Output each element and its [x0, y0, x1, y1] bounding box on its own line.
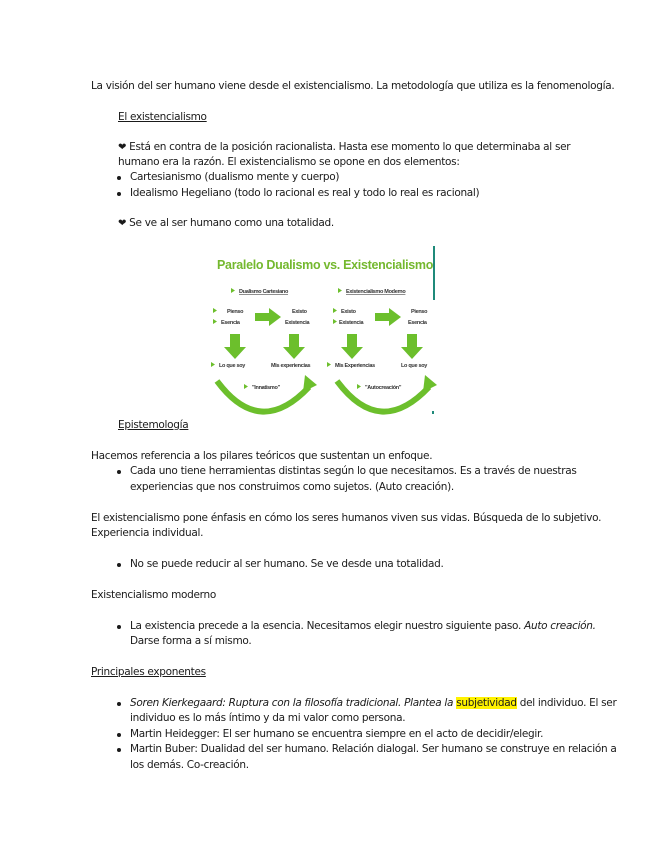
bullet-dot	[117, 625, 121, 629]
heart-totalidad-line: ❤ Se ve al ser humano como una totalidad.	[118, 217, 334, 229]
marker	[211, 362, 215, 367]
marker	[327, 362, 331, 367]
epistemologia-bullet-line-1: Cada uno tiene herramientas distintas según lo que necesitamos. Es a través de nuestras	[130, 465, 577, 477]
heading-epistemologia: Epistemología	[118, 419, 189, 431]
heidegger-line: Martin Heidegger: El ser humano se encuentra siempre en el acto de decidir/elegir.	[130, 728, 544, 740]
label-autocreacion: "Autocreación"	[365, 385, 402, 391]
heading-existencialismo-moderno: Existencialismo moderno	[91, 589, 216, 601]
teal-accent-mark	[432, 411, 434, 414]
header-marker-left	[231, 288, 235, 293]
label-mis-experiencias-right: Mis Experiencias	[335, 363, 375, 369]
epistemologia-bullet-line-2: experiencias que nos construimos como sujetos. (Auto creación).	[130, 481, 454, 493]
heart-icon: ❤	[118, 218, 127, 229]
label-lo-que-soy-left: Lo que soy	[219, 363, 246, 369]
heart-paragraph-line-2: humano era la razón. El existencialismo se opone en dos elementos:	[118, 156, 460, 168]
diagram-header-right: Existencialismo Moderno	[346, 289, 406, 295]
heading-principales-exponentes: Principales exponentes	[91, 666, 206, 678]
moderno-bullet-line-1: La existencia precede a la esencia. Necesitamos elegir nuestro siguiente paso. Auto creación.	[130, 620, 596, 632]
label-existo-left: Existo	[292, 309, 307, 315]
label-innatismo: "Innatismo"	[252, 385, 280, 391]
kierkegaard-line-1: Soren Kierkegaard: Ruptura con la filosofía tradicional. Plantea la subjetividad del individuo. El ser	[130, 697, 617, 709]
totalidad-bullet: No se puede reducir al ser humano. Se ve desde una totalidad.	[130, 558, 444, 570]
kierkegaard-line-2: individuo es lo más íntimo y da mi valor como persona.	[130, 712, 406, 724]
label-esencia-right: Esencia	[408, 320, 427, 326]
label-pienso-left: Pienso	[227, 309, 244, 315]
label-existo-right: Existo	[341, 309, 356, 315]
list-item-cartesianismo: Cartesianismo (dualismo mente y cuerpo)	[130, 171, 340, 183]
buber-line-2: los demás. Co-creación.	[130, 759, 249, 771]
existencialismo-paragraph-line-1: El existencialismo pone énfasis en cómo los seres humanos viven sus vidas. Búsqueda de lo subjetivo.	[91, 512, 602, 524]
bullet-dot	[117, 176, 121, 180]
marker	[333, 319, 337, 324]
existencialismo-paragraph-line-2: Experiencia individual.	[91, 527, 204, 539]
dualismo-vs-existencialismo-diagram	[205, 244, 437, 416]
marker	[333, 308, 337, 313]
heart-icon: ❤	[118, 142, 127, 153]
arrow-right-right	[375, 308, 401, 326]
marker	[213, 319, 217, 324]
diagram-title: Paralelo Dualismo vs. Existencialismo	[217, 258, 434, 272]
label-lo-que-soy-right: Lo que soy	[401, 363, 428, 369]
header-marker-right	[338, 288, 342, 293]
arrow-down-2	[283, 334, 305, 359]
arrow-down-3	[341, 334, 363, 359]
bullet-dot	[117, 563, 121, 567]
bullet-dot	[117, 192, 121, 196]
marker	[357, 384, 361, 389]
label-existencia-left: Existencia	[285, 320, 310, 326]
bullet-dot	[117, 470, 121, 474]
bullet-dot	[117, 702, 121, 706]
epistemologia-paragraph: Hacemos referencia a los pilares teóricos que sustentan un enfoque.	[91, 450, 433, 462]
marker	[213, 308, 217, 313]
marker	[244, 384, 248, 389]
buber-line-1: Martin Buber: Dualidad del ser humano. Relación dialogal. Ser humano se construye en relación a	[130, 743, 617, 755]
arrow-down-1	[224, 334, 246, 359]
list-item-idealismo: Idealismo Hegeliano (todo lo racional es real y todo lo real es racional)	[130, 187, 480, 199]
bullet-dot	[117, 733, 121, 737]
heart-paragraph-line-1: ❤ Está en contra de la posición racionalista. Hasta ese momento lo que determinaba al ser	[118, 141, 571, 153]
label-pienso-right: Pienso	[411, 309, 428, 315]
arrow-down-4	[401, 334, 423, 359]
heading-existencialismo: El existencialismo	[118, 111, 207, 123]
label-mis-experiencias-left: Mis experiencias	[271, 363, 311, 369]
label-esencia-left: Esencia	[221, 320, 240, 326]
intro-text: La visión del ser humano viene desde el existencialismo. La metodología que utiliza es la fenomenología.	[91, 80, 615, 92]
diagram-header-left: Dualismo Cartesiano	[239, 289, 289, 295]
label-existencia-right: Existencia	[339, 320, 364, 326]
bullet-dot	[117, 748, 121, 752]
highlight-subjetividad: subjetividad	[456, 697, 517, 709]
arrow-right-left	[255, 308, 281, 326]
moderno-bullet-line-2: Darse forma a sí mismo.	[130, 635, 252, 647]
